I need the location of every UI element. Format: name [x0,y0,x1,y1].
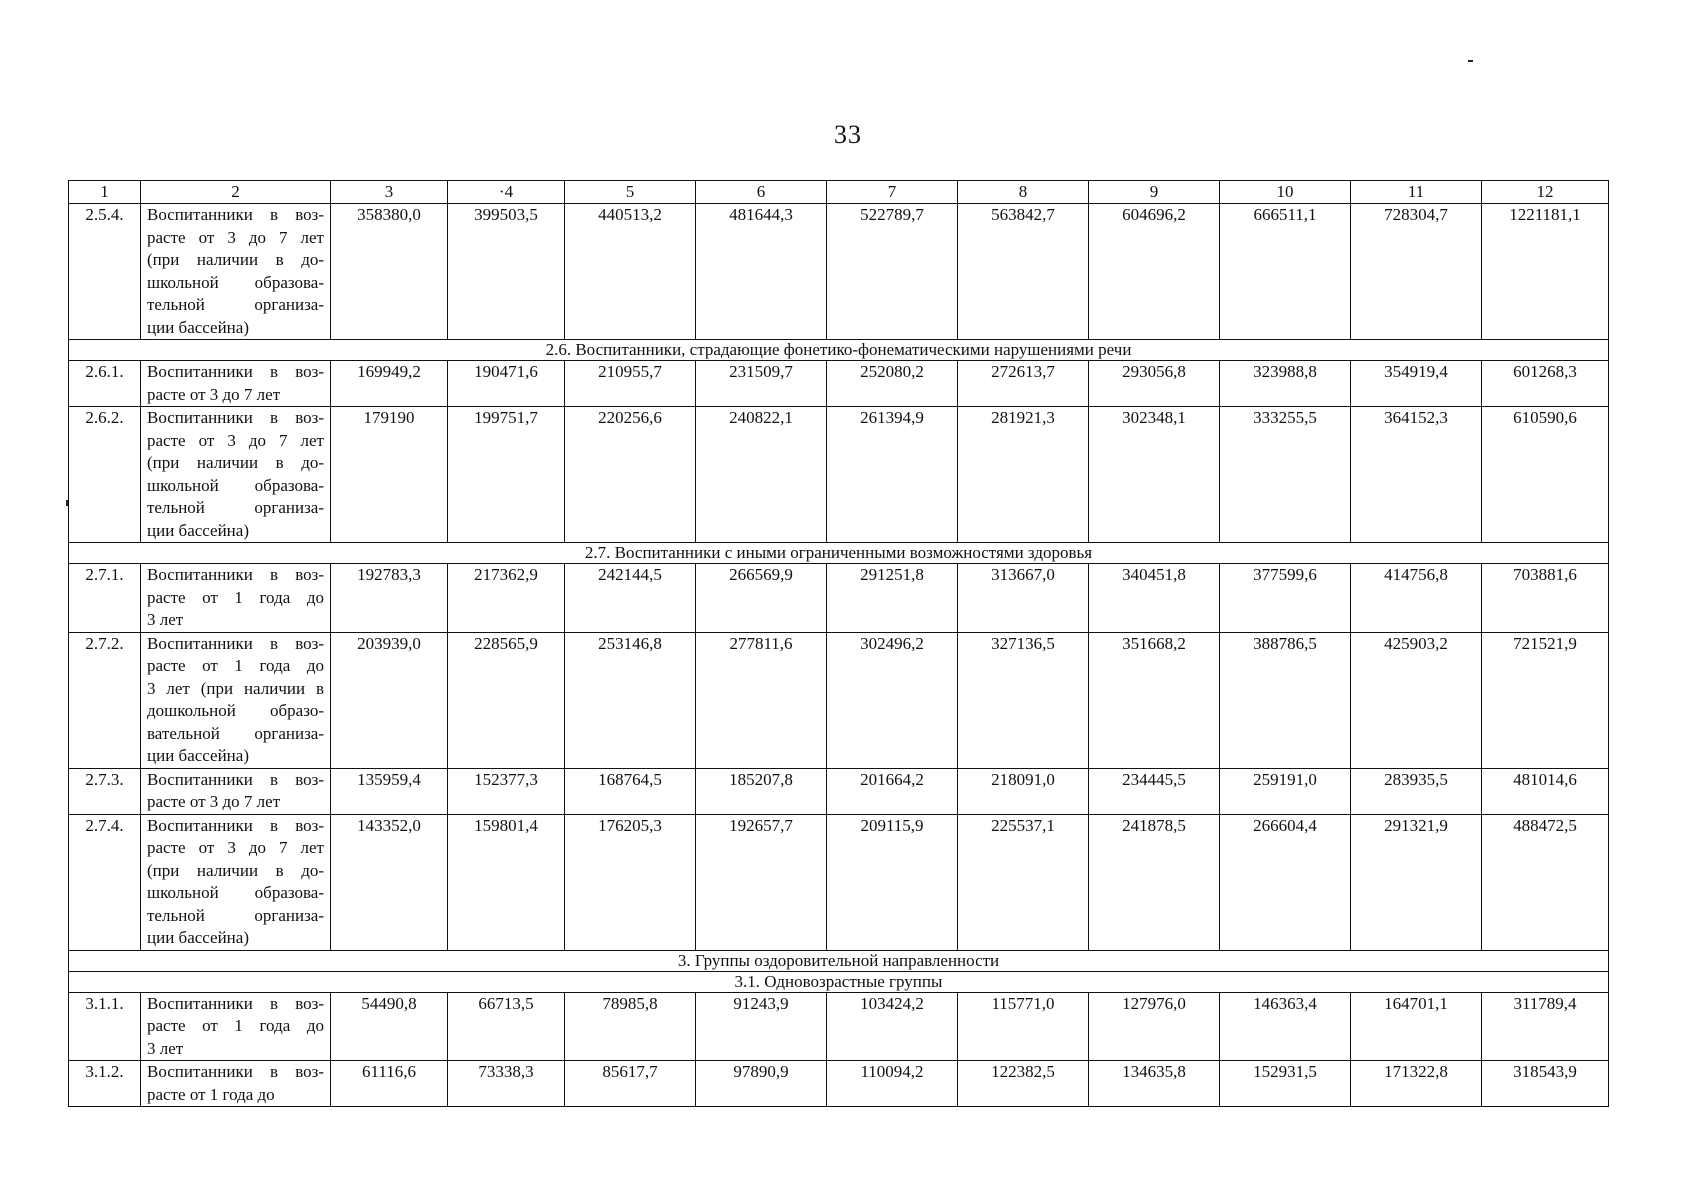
cost-value-cell: 281921,3 [958,407,1089,543]
column-number: 7 [827,181,958,204]
column-number: 8 [958,181,1089,204]
cost-value-cell: 293056,8 [1089,361,1220,407]
row-description [141,768,331,814]
description-line: школьной образова- [147,272,324,292]
section-header-row [69,950,1609,971]
row-description [141,407,331,543]
cost-value-cell: 323988,8 [1220,361,1351,407]
cost-value-cell: 210955,7 [565,361,696,407]
description-line: расте от 1 года до [147,1084,275,1104]
cost-value-cell: 259191,0 [1220,768,1351,814]
section-header-row [69,971,1609,992]
table-row [69,992,1609,1061]
description-line: ции бассейна) [147,520,249,540]
cost-value-cell: 241878,5 [1089,814,1220,950]
cost-value-cell: 277811,6 [696,632,827,768]
cost-value-cell: 283935,5 [1351,768,1482,814]
cost-value-cell: 115771,0 [958,992,1089,1061]
table-row [69,1061,1609,1107]
cost-value-cell: 481644,3 [696,204,827,340]
cost-value-cell: 73338,3 [448,1061,565,1107]
cost-value-cell: 261394,9 [827,407,958,543]
description-line: расте от 1 года до [147,656,324,675]
cost-value-cell: 209115,9 [827,814,958,950]
cost-value-cell: 152377,3 [448,768,565,814]
cost-value-cell: 91243,9 [696,992,827,1061]
column-number: ·4 [448,181,565,204]
cost-value-cell: 218091,0 [958,768,1089,814]
description-line: ции бассейна) [147,928,249,947]
cost-value-cell: 721521,9 [1482,632,1609,768]
row-description [141,361,331,407]
cost-value-cell: 666511,1 [1220,204,1351,340]
cost-value-cell: 399503,5 [448,204,565,340]
description-line: (при наличии в до- [147,250,324,269]
description-line: тельной организа- [147,905,324,925]
cost-value-cell: 354919,4 [1351,361,1482,407]
row-code: 3.1.2. [69,1061,141,1107]
cost-value-cell: 302496,2 [827,632,958,768]
cost-value-cell: 54490,8 [331,992,448,1061]
cost-value-cell: 159801,4 [448,814,565,950]
table-body [69,204,1609,1107]
cost-value-cell: 240822,1 [696,407,827,543]
cost-value-cell: 601268,3 [1482,361,1609,407]
description-line: тельной организа- [147,295,324,314]
cost-value-cell: 327136,5 [958,632,1089,768]
row-description [141,1061,331,1107]
description-line: расте от 3 до 7 лет [147,838,324,857]
cost-value-cell: 440513,2 [565,204,696,340]
cost-value-cell: 201664,2 [827,768,958,814]
section-title: 2.6. Воспитанники, страдающие фонетико-фонематическими нарушениями речи [69,340,1609,361]
cost-value-cell: 364152,3 [1351,407,1482,543]
cost-value-cell: 333255,5 [1220,407,1351,543]
section-header-row [69,340,1609,361]
cost-value-cell: 220256,6 [565,407,696,543]
cost-value-cell: 225537,1 [958,814,1089,950]
cost-value-cell: 388786,5 [1220,632,1351,768]
column-number: 2 [141,181,331,204]
description-line: расте от 3 до 7 лет [147,227,324,247]
column-number: 9 [1089,181,1220,204]
cost-value-cell: 703881,6 [1482,564,1609,633]
row-code: 2.6.2. [69,407,141,543]
description-line: дошкольной образо- [147,701,324,720]
cost-value-cell: 610590,6 [1482,407,1609,543]
row-description [141,992,331,1061]
description-line: 3 лет (при наличии в [147,678,324,698]
description-line: тельной организа- [147,498,324,517]
column-number: 12 [1482,181,1609,204]
cost-value-cell: 143352,0 [331,814,448,950]
cost-value-cell: 351668,2 [1089,632,1220,768]
cost-value-cell: 192783,3 [331,564,448,633]
row-code: 2.7.2. [69,632,141,768]
cost-value-cell: 481014,6 [1482,768,1609,814]
cost-value-cell: 291321,9 [1351,814,1482,950]
cost-value-cell: 1221181,1 [1482,204,1609,340]
cost-value-cell: 203939,0 [331,632,448,768]
column-number-row [69,181,1609,204]
table-row [69,814,1609,950]
row-code: 2.7.1. [69,564,141,633]
section-header-row [69,543,1609,564]
description-line: 3 лет [147,610,184,629]
table-row [69,407,1609,543]
cost-value-cell: 146363,4 [1220,992,1351,1061]
description-line: школьной образова- [147,475,324,495]
description-line: Воспитанники в воз- [147,362,324,381]
section-title: 2.7. Воспитанники с иными ограниченными возможностями здоровья [69,543,1609,564]
cost-value-cell: 253146,8 [565,632,696,768]
column-number: 3 [331,181,448,204]
row-code: 2.5.4. [69,204,141,340]
cost-value-cell: 266569,9 [696,564,827,633]
description-line: расте от 1 года до [147,587,324,607]
cost-value-cell: 311789,4 [1482,992,1609,1061]
cost-value-cell: 171322,8 [1351,1061,1482,1107]
cost-value-cell: 152931,5 [1220,1061,1351,1107]
cost-value-cell: 176205,3 [565,814,696,950]
description-line: Воспитанники в воз- [147,633,324,653]
column-number: 6 [696,181,827,204]
section-title: 3. Группы оздоровительной направленности [69,950,1609,971]
cost-value-cell: 199751,7 [448,407,565,543]
description-line: Воспитанники в воз- [147,815,324,835]
page-number: 33 [834,120,862,149]
row-description [141,632,331,768]
cost-value-cell: 425903,2 [1351,632,1482,768]
row-code: 3.1.1. [69,992,141,1061]
description-line: Воспитанники в воз- [147,408,324,427]
cost-value-cell: 97890,9 [696,1061,827,1107]
row-description [141,814,331,950]
row-code: 2.7.4. [69,814,141,950]
cost-value-cell: 78985,8 [565,992,696,1061]
cost-value-cell: 103424,2 [827,992,958,1061]
description-line: Воспитанники в воз- [147,993,324,1013]
cost-value-cell: 169949,2 [331,361,448,407]
cost-value-cell: 272613,7 [958,361,1089,407]
cost-value-cell: 135959,4 [331,768,448,814]
description-line: Воспитанники в воз- [147,565,324,584]
description-line: Воспитанники в воз- [147,769,324,789]
cost-value-cell: 185207,8 [696,768,827,814]
table-row [69,564,1609,633]
row-code: 2.7.3. [69,768,141,814]
description-line: 3 лет [147,1038,184,1058]
cost-value-cell: 164701,1 [1351,992,1482,1061]
cost-value-cell: 488472,5 [1482,814,1609,950]
cost-value-cell: 302348,1 [1089,407,1220,543]
description-line: ции бассейна) [147,317,249,337]
cost-value-cell: 66713,5 [448,992,565,1061]
cost-value-cell: 266604,4 [1220,814,1351,950]
cost-value-cell: 252080,2 [827,361,958,407]
description-line: Воспитанники в воз- [147,1062,324,1081]
cost-value-cell: 313667,0 [958,564,1089,633]
column-number: 10 [1220,181,1351,204]
cost-value-cell: 318543,9 [1482,1061,1609,1107]
cost-value-cell: 61116,6 [331,1061,448,1107]
cost-value-cell: 179190 [331,407,448,543]
cost-value-cell: 234445,5 [1089,768,1220,814]
cost-value-cell: 110094,2 [827,1061,958,1107]
row-code: 2.6.1. [69,361,141,407]
description-line: (при наличии в до- [147,860,324,880]
scan-speck [1468,60,1473,62]
cost-value-cell: 192657,7 [696,814,827,950]
cost-value-cell: 358380,0 [331,204,448,340]
description-line: ции бассейна) [147,746,249,765]
table-row [69,768,1609,814]
section-title: 3.1. Одновозрастные группы [69,971,1609,992]
table-row [69,361,1609,407]
description-line: расте от 3 до 7 лет [147,384,281,404]
cost-value-cell: 228565,9 [448,632,565,768]
description-line: расте от 1 года до [147,1016,324,1035]
cost-value-cell: 604696,2 [1089,204,1220,340]
description-line: (при наличии в до- [147,453,324,472]
cost-value-cell: 127976,0 [1089,992,1220,1061]
cost-value-cell: 291251,8 [827,564,958,633]
cost-value-cell: 340451,8 [1089,564,1220,633]
column-number: 1 [69,181,141,204]
cost-value-cell: 242144,5 [565,564,696,633]
cost-value-cell: 522789,7 [827,204,958,340]
cost-value-cell: 231509,7 [696,361,827,407]
column-number: 11 [1351,181,1482,204]
description-line: вательной организа- [147,723,324,743]
budget-table [68,180,1609,1107]
cost-value-cell: 728304,7 [1351,204,1482,340]
cost-value-cell: 122382,5 [958,1061,1089,1107]
cost-value-cell: 168764,5 [565,768,696,814]
cost-value-cell: 217362,9 [448,564,565,633]
table-row [69,204,1609,340]
description-line: Воспитанники в воз- [147,205,324,224]
cost-value-cell: 377599,6 [1220,564,1351,633]
description-line: школьной образова- [147,883,324,902]
cost-value-cell: 134635,8 [1089,1061,1220,1107]
description-line: расте от 3 до 7 лет [147,792,281,811]
table-row [69,632,1609,768]
row-description [141,564,331,633]
column-number: 5 [565,181,696,204]
cost-value-cell: 563842,7 [958,204,1089,340]
row-description [141,204,331,340]
cost-value-cell: 414756,8 [1351,564,1482,633]
description-line: расте от 3 до 7 лет [147,430,324,450]
cost-value-cell: 85617,7 [565,1061,696,1107]
cost-value-cell: 190471,6 [448,361,565,407]
